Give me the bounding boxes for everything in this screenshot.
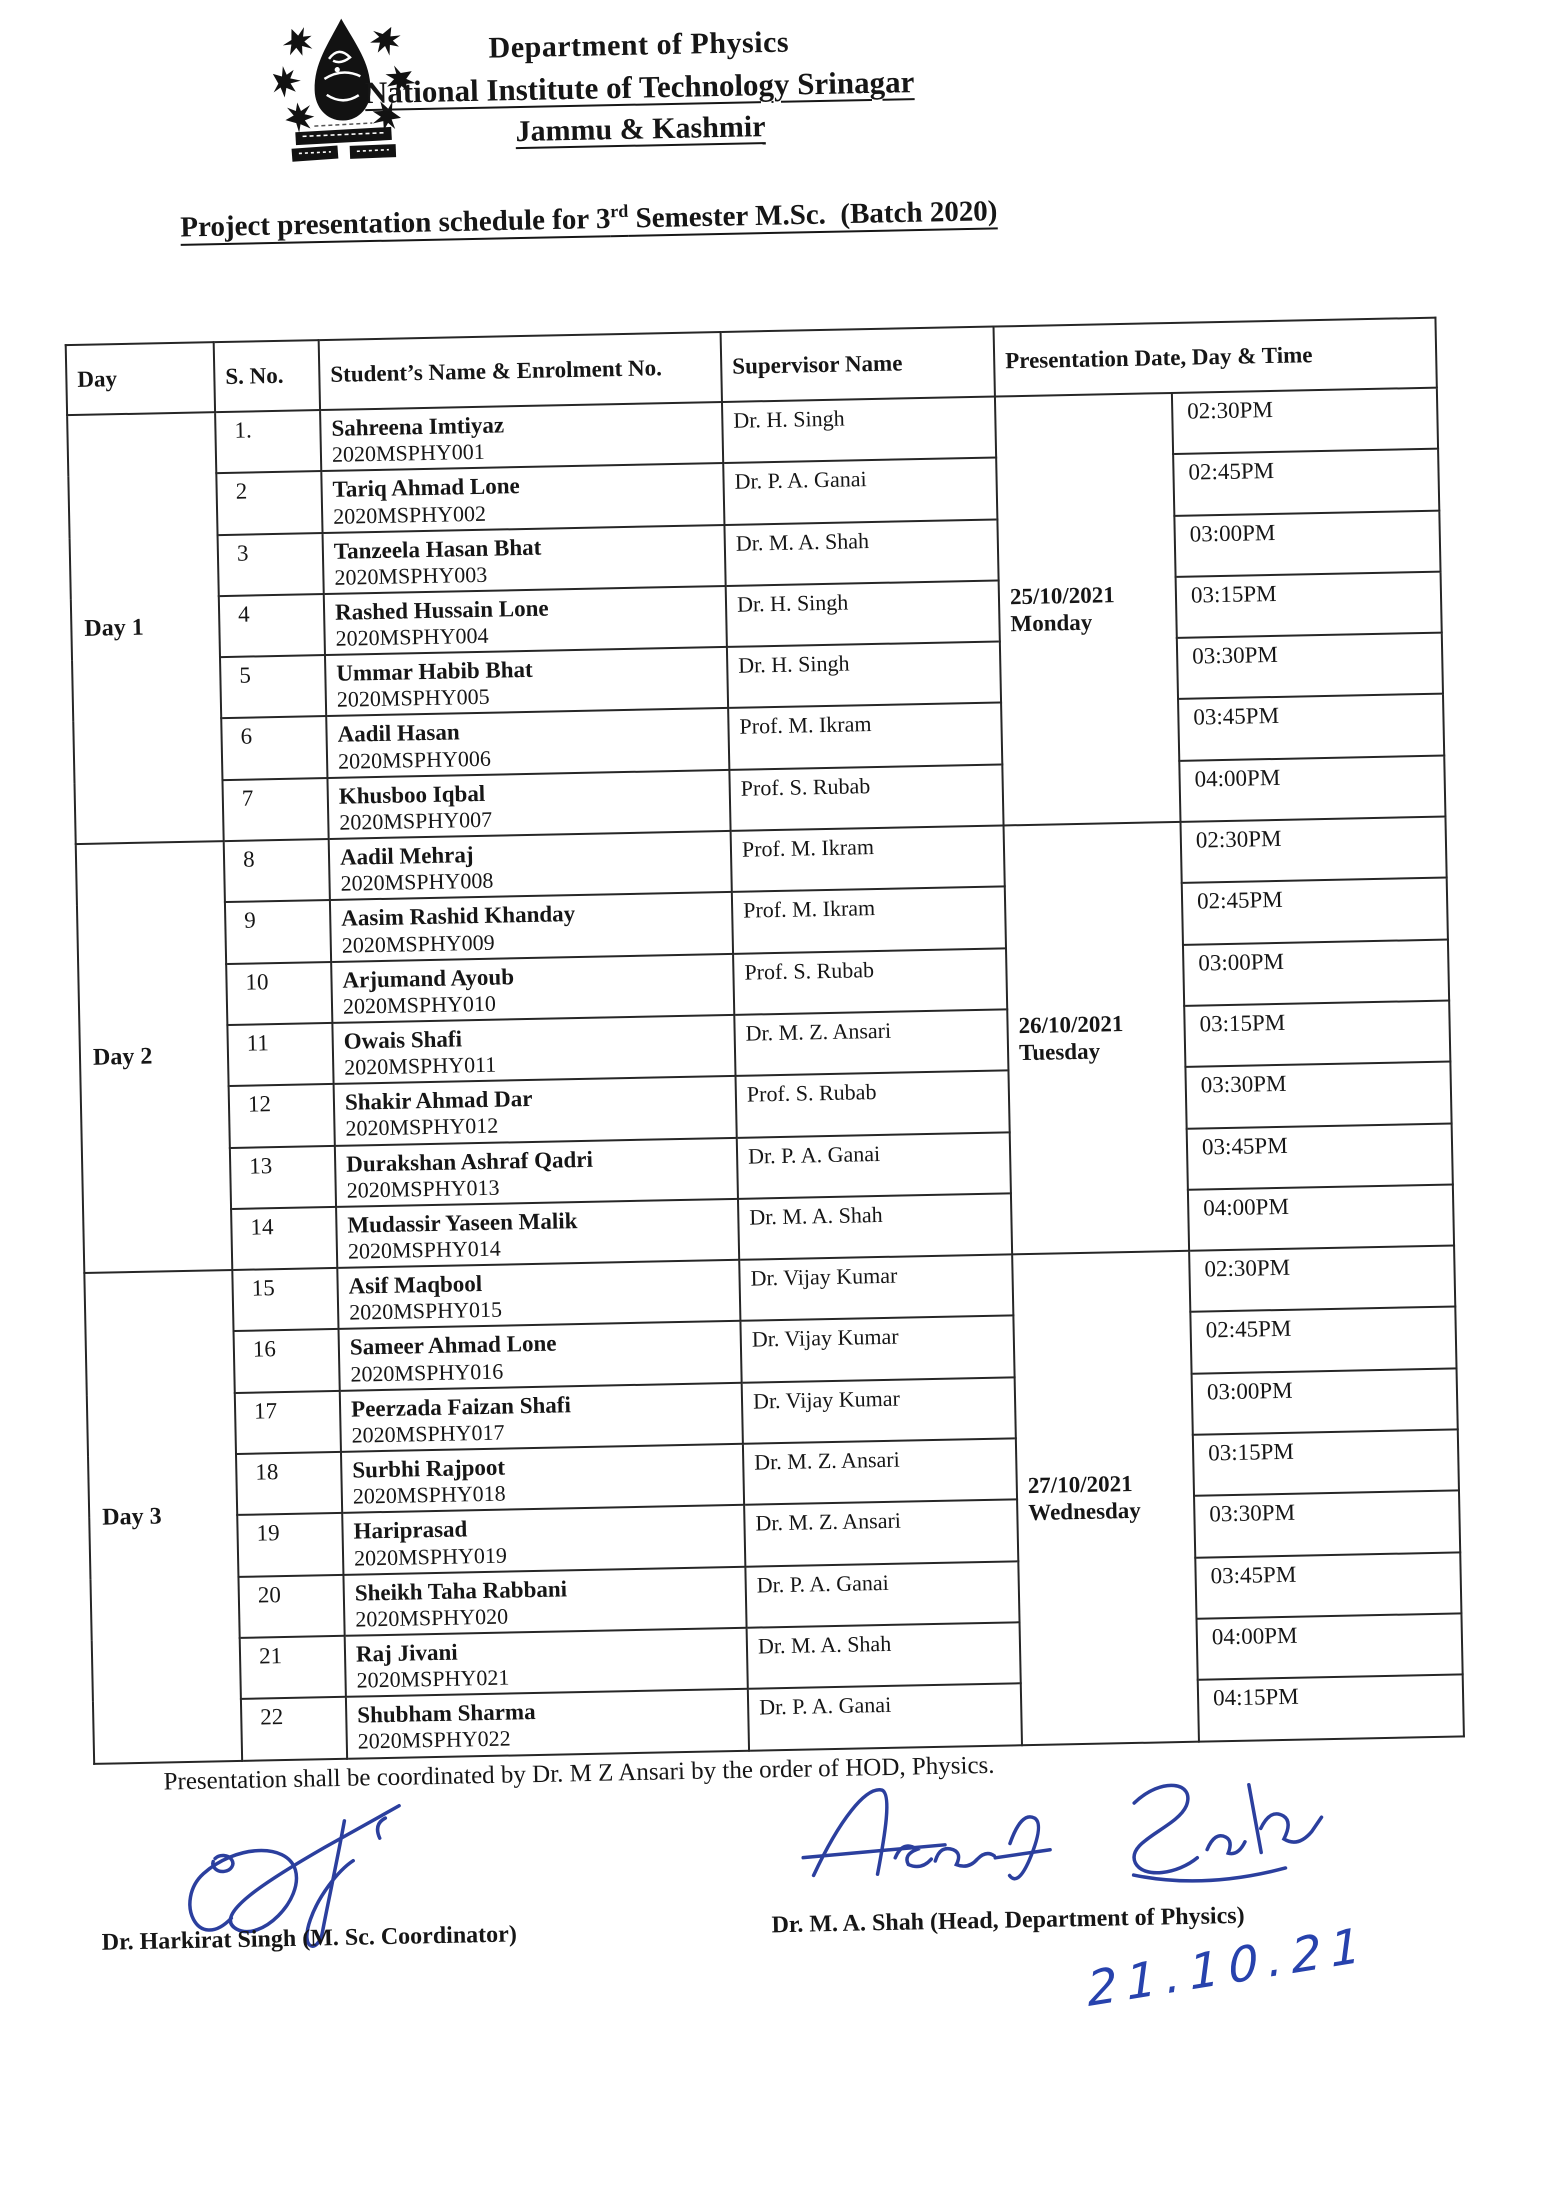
student-name: Aadil Mehraj (339, 842, 474, 870)
serial-number: 7 (222, 778, 328, 841)
presentation-date-cell (1004, 822, 1190, 1255)
presentation-time: 03:45PM (1178, 694, 1444, 761)
serial-number: 21 (240, 1636, 346, 1699)
supervisor-name: Dr. M. Z. Ansari (743, 1438, 1017, 1505)
student-enrolment-number: 2020MSPHY009 (341, 929, 495, 958)
presentation-time: 02:30PM (1181, 817, 1447, 884)
presentation-time: 02:45PM (1182, 878, 1448, 945)
presentation-time: 04:00PM (1179, 755, 1445, 822)
col-header-sno: S. No. (214, 340, 320, 412)
page-title (180, 193, 998, 244)
student-name: Durakshan Ashraf Qadri (345, 1146, 594, 1177)
department-name: Department of Physics (488, 25, 790, 65)
presentation-time: 04:00PM (1196, 1613, 1462, 1680)
student-enrolment-number: 2020MSPHY013 (346, 1174, 500, 1203)
supervisor-name: Prof. S. Rubab (736, 1071, 1010, 1138)
supervisor-name: Dr. Vijay Kumar (739, 1255, 1013, 1322)
serial-number: 14 (231, 1207, 337, 1270)
presentation-time: 04:15PM (1198, 1675, 1464, 1742)
presentation-time: 03:15PM (1176, 572, 1442, 639)
presentation-date: 27/10/2021 (1027, 1470, 1133, 1498)
student-name: Ummar Habib Bhat (336, 657, 533, 686)
schedule-table-body (67, 388, 1464, 1764)
student-name: Surbhi Rajpoot (352, 1454, 506, 1483)
serial-number: 22 (241, 1697, 347, 1760)
handwritten-date: 21.10.21 (1085, 1916, 1371, 2018)
student-name: Raj Jivani (355, 1639, 458, 1667)
presentation-time: 03:45PM (1187, 1123, 1453, 1190)
student-cell (334, 1076, 737, 1145)
institute-name: National Institute of Technology Srinagar (364, 64, 915, 111)
serial-number: 13 (230, 1145, 336, 1208)
presentation-time: 02:45PM (1173, 449, 1439, 516)
student-cell (330, 892, 733, 961)
student-enrolment-number: 2020MSPHY007 (339, 806, 493, 835)
student-enrolment-number: 2020MSPHY004 (335, 622, 489, 651)
presentation-time: 03:00PM (1183, 939, 1449, 1006)
student-cell (339, 1321, 742, 1390)
serial-number: 18 (236, 1452, 342, 1515)
student-enrolment-number: 2020MSPHY017 (351, 1419, 505, 1448)
left-signatory-name: Dr. Harkirat Singh (M. Sc. Coordinator) (101, 1921, 518, 1956)
student-cell (335, 1137, 738, 1206)
student-cell (343, 1566, 746, 1635)
student-enrolment-number: 2020MSPHY015 (348, 1296, 503, 1326)
student-enrolment-number: 2020MSPHY014 (347, 1235, 501, 1264)
supervisor-name: Dr. M. A. Shah (724, 519, 998, 586)
supervisor-name: Dr. M. A. Shah (747, 1622, 1021, 1689)
student-name: Tariq Ahmad Lone (332, 473, 520, 503)
student-name: Aasim Rashid Khanday (341, 901, 576, 932)
supervisor-name: Dr. M. Z. Ansari (744, 1500, 1018, 1567)
supervisor-name: Dr. Vijay Kumar (742, 1377, 1016, 1444)
supervisor-name: Dr. P. A. Ganai (745, 1561, 1019, 1628)
signature-ma-shah-icon (794, 1763, 1447, 1921)
student-enrolment-number: 2020MSPHY016 (350, 1358, 504, 1387)
student-name: Asif Maqbool (348, 1271, 483, 1299)
presentation-time: 02:45PM (1190, 1307, 1456, 1374)
serial-number: 11 (227, 1023, 333, 1086)
serial-number: 3 (218, 533, 324, 596)
student-enrolment-number: 2020MSPHY008 (340, 867, 494, 897)
student-enrolment-number: 2020MSPHY011 (344, 1051, 497, 1080)
presentation-time: 02:30PM (1172, 388, 1438, 455)
serial-number: 8 (224, 839, 330, 902)
student-name: Khusboo Iqbal (338, 780, 486, 809)
student-cell (320, 402, 723, 471)
student-name: Peerzada Faizan Shafi (350, 1391, 572, 1422)
right-signatory-name: Dr. M. A. Shah (Head, Department of Physics) (771, 1902, 1245, 1939)
presentation-time: 03:45PM (1195, 1552, 1461, 1619)
presentation-date: 25/10/2021 (1009, 581, 1115, 610)
presentation-date: 26/10/2021 (1018, 1010, 1124, 1039)
student-name: Rashed Hussain Lone (334, 595, 549, 625)
student-enrolment-number: 2020MSPHY018 (352, 1480, 506, 1509)
student-enrolment-number: 2020MSPHY019 (353, 1542, 508, 1571)
presentation-time: 03:30PM (1194, 1491, 1460, 1558)
presentation-time: 03:30PM (1177, 633, 1443, 700)
serial-number: 10 (226, 962, 332, 1025)
student-name: Shubham Sharma (357, 1699, 536, 1728)
student-enrolment-number: 2020MSPHY001 (331, 438, 485, 468)
col-header-presentation: Presentation Date, Day & Time (994, 318, 1437, 397)
student-cell (326, 708, 729, 777)
serial-number: 20 (238, 1574, 344, 1637)
presentation-date-cell (995, 393, 1181, 826)
student-name: Hariprasad (353, 1516, 468, 1544)
student-enrolment-number: 2020MSPHY010 (342, 990, 497, 1019)
student-cell (332, 1015, 735, 1084)
supervisor-name: Dr. P. A. Ganai (723, 458, 997, 525)
supervisor-name: Dr. P. A. Ganai (748, 1683, 1022, 1750)
supervisor-name: Dr. H. Singh (726, 580, 1000, 647)
student-enrolment-number: 2020MSPHY012 (345, 1113, 499, 1142)
student-name: Aadil Hasan (337, 719, 460, 748)
serial-number: 17 (235, 1391, 341, 1454)
student-cell (324, 586, 727, 655)
schedule-table (65, 317, 1465, 1765)
presentation-time: 04:00PM (1188, 1184, 1454, 1251)
supervisor-name: Prof. S. Rubab (733, 948, 1007, 1015)
page-title-suffix: Semester M.Sc. (Batch 2020) (628, 195, 998, 235)
serial-number: 6 (221, 716, 327, 779)
serial-number: 16 (234, 1329, 340, 1392)
presentation-time: 03:30PM (1185, 1062, 1451, 1129)
student-cell (345, 1628, 748, 1697)
student-cell (336, 1199, 739, 1268)
presentation-time: 03:15PM (1184, 1000, 1450, 1067)
student-cell (321, 463, 724, 532)
student-enrolment-number: 2020MSPHY021 (356, 1664, 510, 1693)
supervisor-name: Prof. M. Ikram (728, 703, 1002, 770)
student-name: Sahreena Imtiyaz (331, 412, 505, 441)
page-title-ordinal: rd (610, 200, 629, 222)
institute-region: Jammu & Kashmir (515, 110, 766, 149)
student-name: Tanzeela Hasan Bhat (333, 534, 542, 564)
letterhead (0, 16, 1281, 160)
student-name: Owais Shafi (343, 1026, 463, 1054)
student-cell (329, 831, 732, 900)
supervisor-name: Dr. M. A. Shah (738, 1193, 1012, 1260)
student-cell (331, 954, 734, 1023)
student-enrolment-number: 2020MSPHY006 (337, 745, 492, 774)
col-header-supervisor: Supervisor Name (721, 327, 995, 402)
student-name: Mudassir Yaseen Malik (347, 1207, 578, 1238)
serial-number: 5 (220, 655, 326, 718)
serial-number: 2 (216, 471, 322, 534)
supervisor-name: Prof. M. Ikram (732, 887, 1006, 954)
day-label: Day 3 (84, 1270, 242, 1763)
student-enrolment-number: 2020MSPHY003 (334, 561, 488, 590)
presentation-time: 02:30PM (1189, 1246, 1455, 1313)
student-name: Arjumand Ayoub (342, 963, 515, 993)
col-header-day: Day (66, 342, 215, 415)
student-cell (340, 1383, 743, 1452)
student-cell (323, 525, 726, 594)
presentation-time: 03:15PM (1193, 1429, 1459, 1496)
presentation-date-cell (1012, 1251, 1199, 1745)
serial-number: 1. (215, 410, 321, 473)
serial-number: 9 (225, 900, 331, 963)
student-cell (342, 1505, 745, 1574)
day-label: Day 1 (67, 412, 224, 844)
presentation-weekday: Monday (1010, 609, 1093, 637)
supervisor-name: Dr. H. Singh (727, 642, 1001, 709)
supervisor-name: Prof. S. Rubab (729, 764, 1003, 831)
student-cell (327, 770, 730, 839)
student-enrolment-number: 2020MSPHY020 (355, 1603, 509, 1632)
serial-number: 12 (229, 1084, 335, 1147)
student-name: Sameer Ahmad Lone (349, 1330, 557, 1361)
student-enrolment-number: 2020MSPHY022 (357, 1725, 511, 1755)
col-header-student: Student’s Name & Enrolment No. (319, 332, 722, 410)
student-cell (346, 1689, 749, 1758)
presentation-time: 03:00PM (1192, 1368, 1458, 1435)
day-label: Day 2 (76, 841, 233, 1273)
student-enrolment-number: 2020MSPHY002 (332, 500, 487, 529)
serial-number: 19 (237, 1513, 343, 1576)
student-cell (325, 647, 728, 716)
presentation-weekday: Tuesday (1018, 1038, 1101, 1066)
supervisor-name: Dr. P. A. Ganai (737, 1132, 1011, 1199)
coordination-note: Presentation shall be coordinated by Dr. M Z Ansari by the order of HOD, Physics. (163, 1751, 995, 1796)
serial-number: 4 (219, 594, 325, 657)
presentation-weekday: Wednesday (1028, 1497, 1142, 1525)
student-name: Sheikh Taha Rabbani (354, 1575, 568, 1606)
student-enrolment-number: 2020MSPHY005 (336, 684, 490, 713)
serial-number: 15 (232, 1268, 338, 1331)
supervisor-name: Prof. M. Ikram (731, 826, 1005, 893)
supervisor-name: Dr. H. Singh (722, 397, 996, 464)
supervisor-name: Dr. Vijay Kumar (740, 1316, 1014, 1383)
student-name: Shakir Ahmad Dar (344, 1086, 533, 1115)
supervisor-name: Dr. M. Z. Ansari (734, 1009, 1008, 1076)
student-cell (337, 1260, 740, 1329)
student-cell (341, 1444, 744, 1513)
page-title-prefix: Project presentation schedule for 3 (180, 202, 611, 244)
presentation-time: 03:00PM (1174, 510, 1440, 577)
